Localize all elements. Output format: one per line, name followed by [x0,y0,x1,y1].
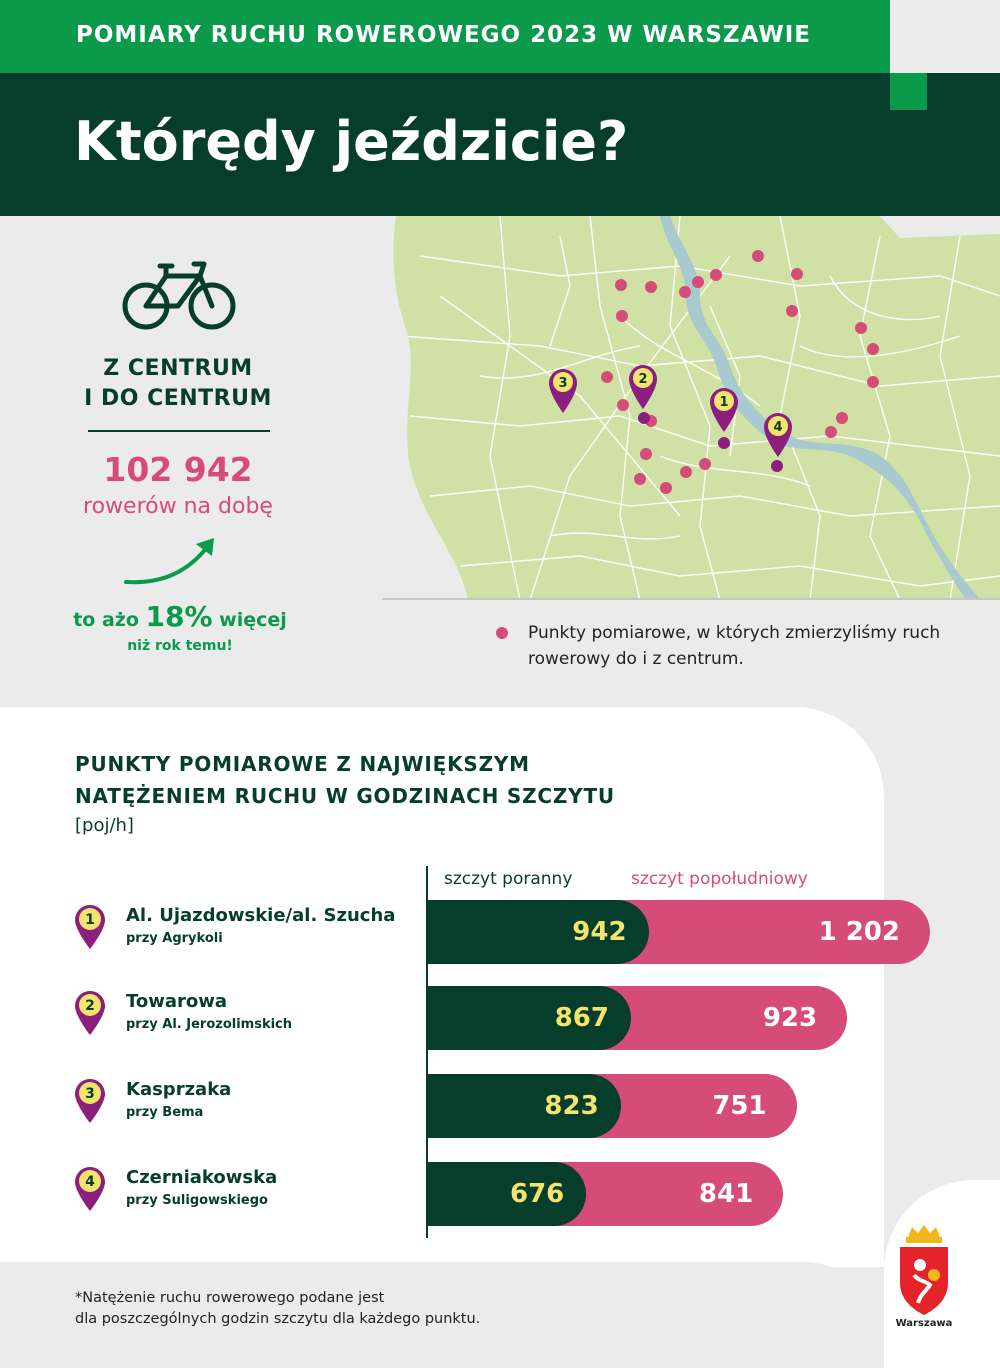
value-evening: 841 [698,1179,754,1209]
total-bikes: 102 942 [103,450,253,489]
map-legend: Punkty pomiarowe, w których zmierzyliśmy ruch rowerowy do i z centrum. [528,623,941,669]
bar-group [428,1162,783,1226]
point-pin-label: 1 [85,912,95,928]
footnote-line-2: dla poszczególnych godzin szczytu dla każdego punktu. [75,1311,481,1327]
point-pin-label: 3 [85,1086,95,1102]
map-divider [382,598,1000,600]
legend-evening: szczyt popołudniowy [631,869,808,889]
map-pin-2-label: 2 [638,372,648,387]
direction-label [40,354,316,414]
total-unit: rowerów na dobę [83,494,273,519]
map-pin-2-icon [626,362,660,410]
bar-group [428,986,847,1050]
value-evening: 1 202 [818,917,900,947]
point-pin-2-icon [72,988,108,1036]
growth-prefix: to ażo [73,609,139,631]
chart-title [75,748,615,812]
bar-group [428,1074,797,1138]
map-pin-4-icon [761,410,795,458]
point-location: przy Bema [126,1105,204,1120]
point-location: przy Suligowskiego [126,1193,268,1208]
map-pin-1-icon [707,385,741,433]
map-pin-1-label: 1 [719,395,729,410]
point-name: Al. Ujazdowskie/al. Szucha [126,905,396,926]
point-location: przy Agrykoli [126,931,223,946]
footnote-line-1: *Natężenie ruchu rowerowego podane jest [75,1290,385,1306]
value-morning: 823 [544,1091,599,1121]
bicycle-icon [122,258,236,332]
map-pin-3-label: 3 [558,376,568,391]
accent-square [890,73,927,110]
map-point-1 [718,437,730,449]
city-map [380,216,1000,600]
value-morning: 942 [572,917,627,947]
map-point-2 [638,412,650,424]
growth-subtext: niż rok temu! [127,638,233,654]
chart-title-line-1: PUNKTY POMIAROWE Z NAJWIĘKSZYM [75,752,530,776]
bar-group [428,900,930,964]
map-point-4 [771,460,783,472]
page-title: Którędy jeździcie? [74,110,629,173]
point-name: Kasprzaka [126,1079,232,1100]
value-morning: 867 [554,1003,609,1033]
legend-morning: szczyt poranny [444,869,573,889]
point-pin-4-icon [72,1164,108,1212]
warsaw-crest-icon [896,1225,952,1317]
chart-unit: [poj/h] [75,815,134,836]
legend-dot-icon [496,627,508,639]
summary-divider [88,430,270,432]
growth-arrow-icon [122,536,222,588]
chart-title-line-2: NATĘŻENIEM RUCHU W GODZINACH SZCZYTU [75,784,615,808]
growth-percent: 18% [145,600,213,633]
direction-line-2: I DO CENTRUM [84,386,272,411]
growth-line [66,600,294,633]
value-morning: 676 [509,1179,565,1209]
direction-line-1: Z CENTRUM [103,356,253,381]
point-name: Czerniakowska [126,1167,278,1188]
warsaw-logo-label: Warszawa [895,1318,953,1329]
map-pin-3-icon [546,366,580,414]
value-evening: 923 [762,1003,818,1033]
header-kicker: POMIARY RUCHU ROWEROWEGO 2023 W WARSZAWIE [76,22,811,48]
point-pin-label: 2 [85,998,95,1014]
point-pin-1-icon [72,902,108,950]
point-name: Towarowa [126,991,228,1012]
point-pin-3-icon [72,1076,108,1124]
map-pin-4-label: 4 [773,420,783,435]
map-graphic [380,216,1000,600]
footnote [75,1288,480,1330]
growth-suffix: więcej [219,609,287,631]
point-location: przy Al. Jerozolimskich [126,1017,293,1032]
point-pin-label: 4 [85,1174,95,1190]
value-evening: 751 [712,1091,767,1121]
